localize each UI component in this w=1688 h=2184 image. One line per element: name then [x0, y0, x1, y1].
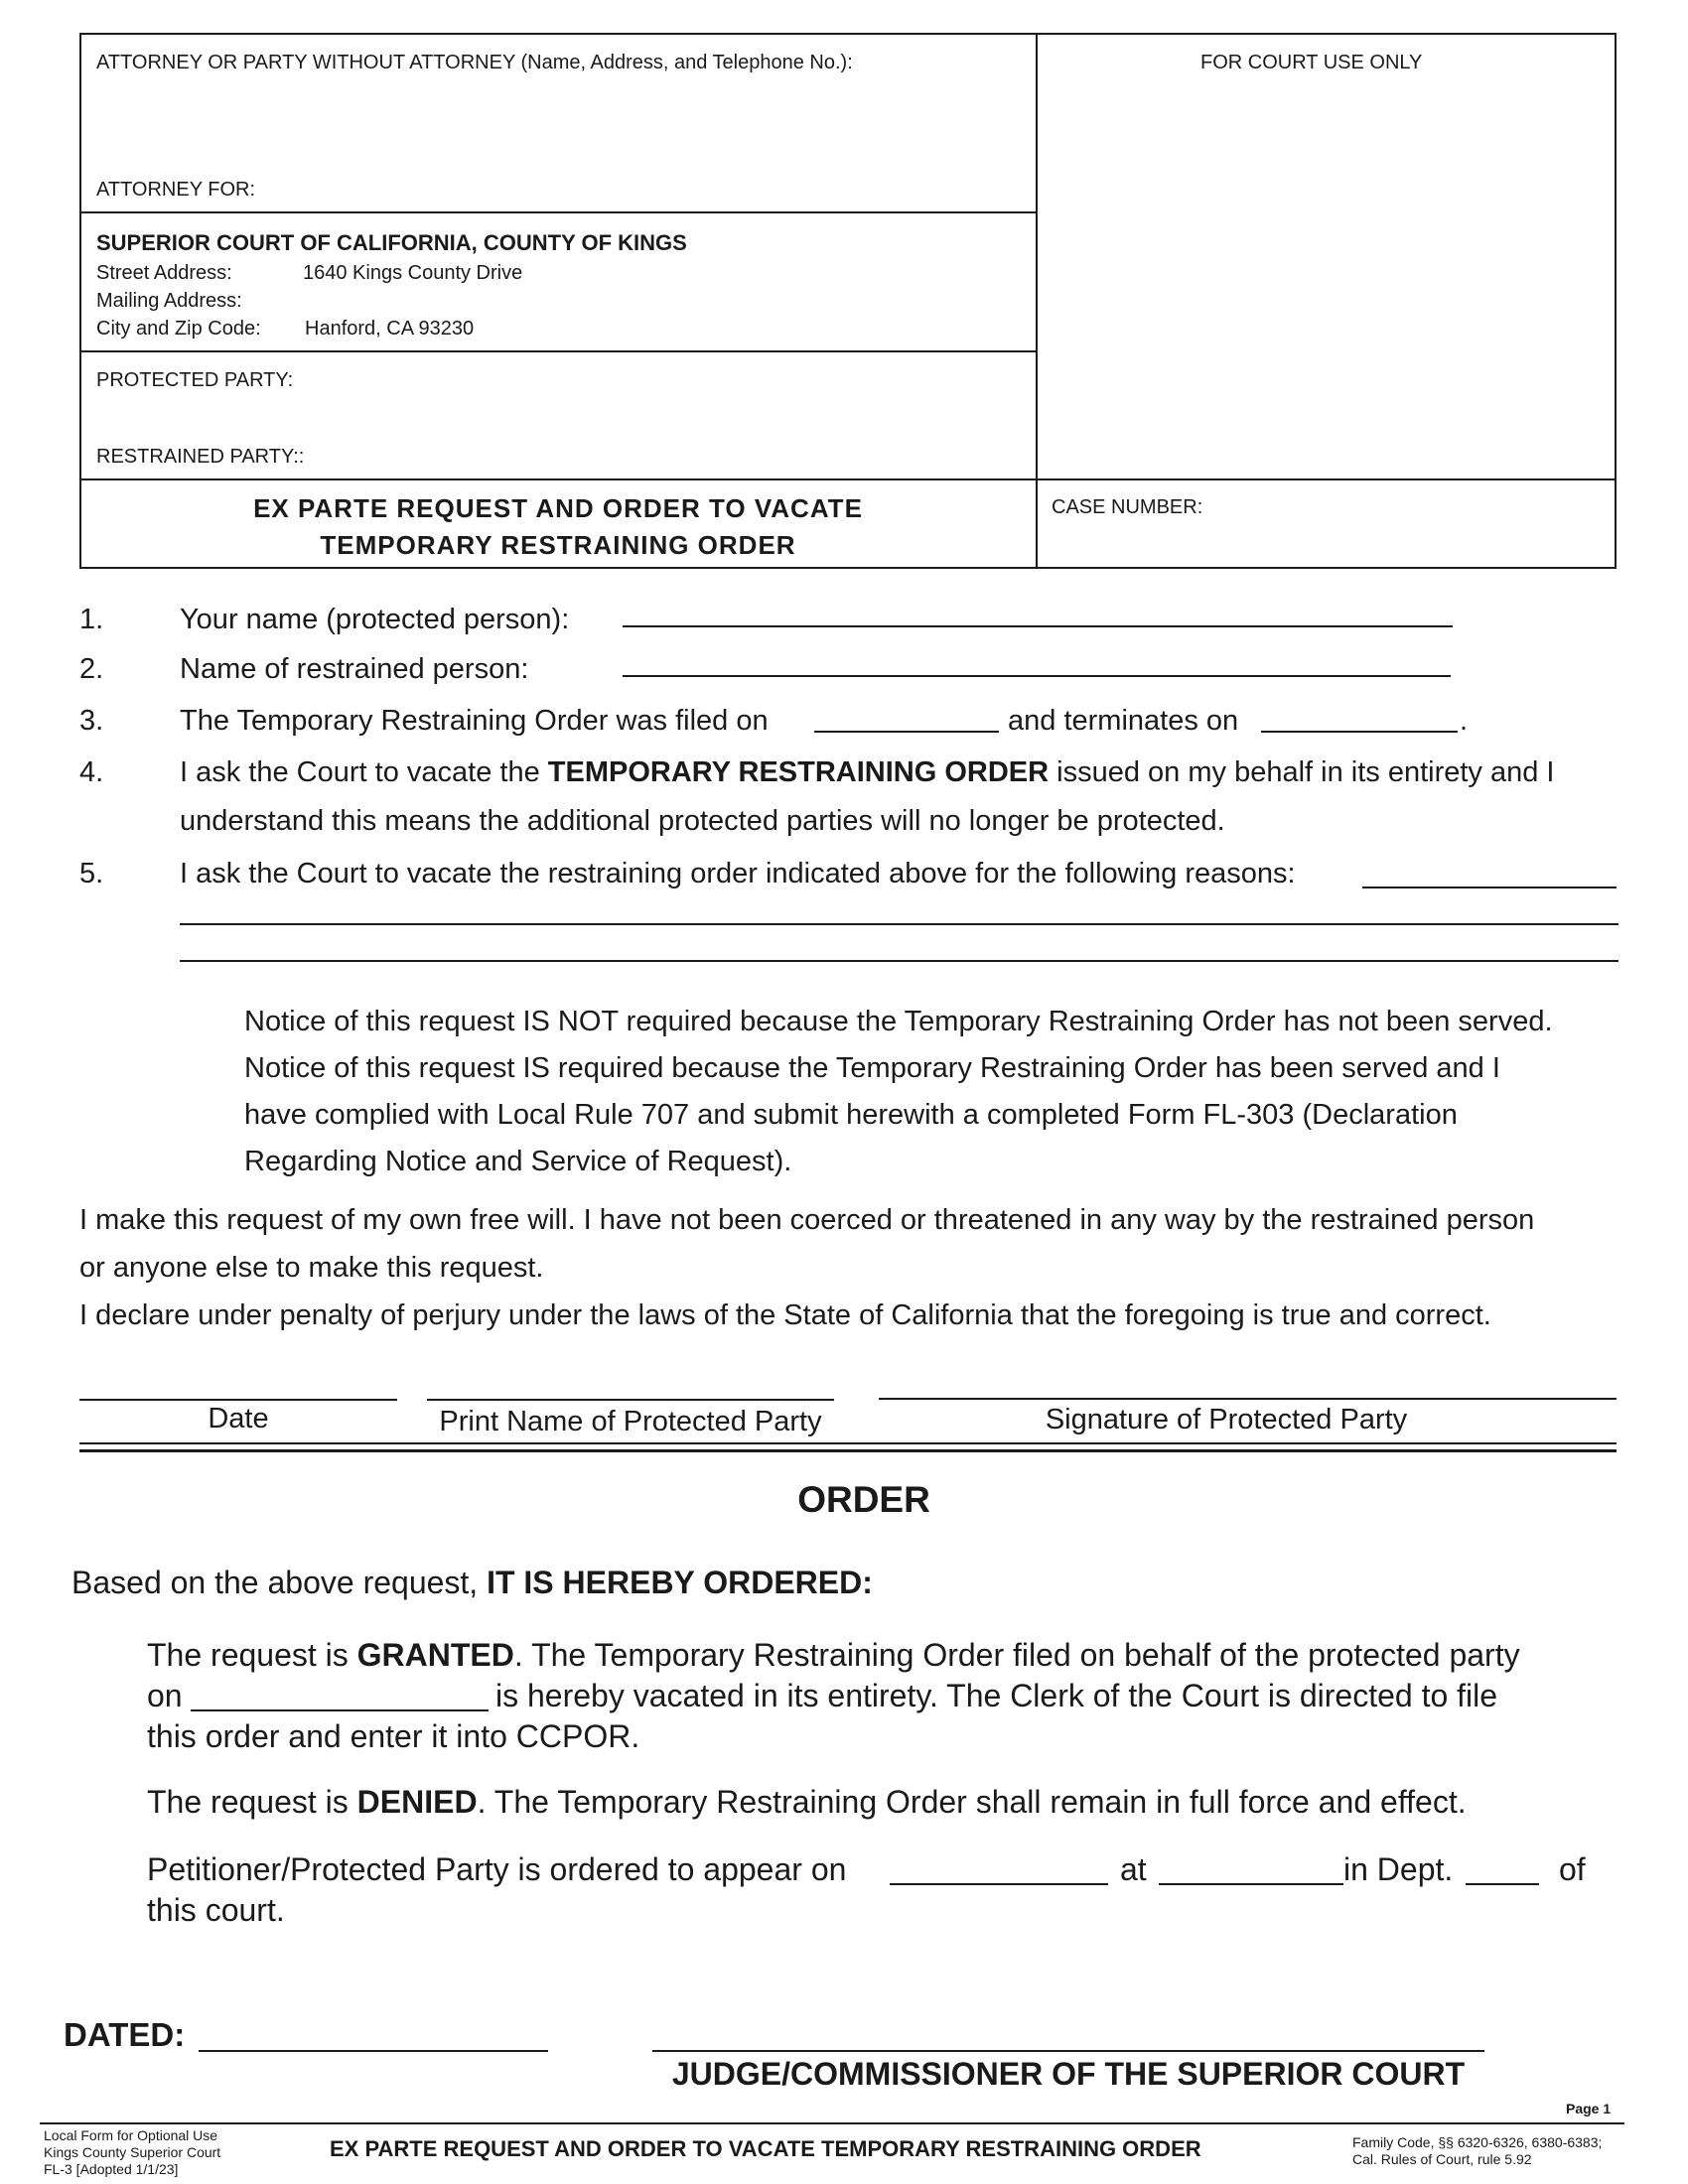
- notice-required-line2: have complied with Local Rule 707 and submit herewith a completed Form FL-303 (Declaration: [244, 1099, 1458, 1131]
- footer-rule: [40, 2122, 1624, 2124]
- reasons-field-1[interactable]: [1362, 887, 1617, 888]
- item-4-line1: [180, 756, 1554, 789]
- form-title-line2: TEMPORARY RESTRAINING ORDER: [320, 530, 796, 560]
- form-title-line1: EX PARTE REQUEST AND ORDER TO VACATE: [253, 493, 863, 523]
- reasons-field-2[interactable]: [180, 923, 1618, 925]
- footer-left-1: Local Form for Optional Use: [44, 2127, 218, 2143]
- street-label: Street Address:: [96, 262, 232, 284]
- denied-bold: DENIED: [356, 1784, 478, 1820]
- print-name-line[interactable]: [427, 1399, 834, 1401]
- vacate-date-field[interactable]: [191, 1709, 489, 1711]
- granted-text-a: The request is: [147, 1637, 357, 1673]
- item-4-number: 4.: [79, 756, 104, 788]
- signature-line[interactable]: [879, 1398, 1617, 1400]
- print-name-label: Print Name of Protected Party: [439, 1406, 822, 1437]
- item-2-number: 2.: [79, 653, 104, 685]
- footer-right-2: Cal. Rules of Court, rule 5.92: [1352, 2151, 1532, 2167]
- appear-time-field[interactable]: [1159, 1883, 1343, 1885]
- item-3-text-b: and terminates on: [1008, 705, 1239, 737]
- city-value: Hanford, CA 93230: [305, 318, 475, 340]
- appear-dept: in Dept.: [1343, 1851, 1454, 1887]
- footer-left-3: FL-3 [Adopted 1/1/23]: [44, 2161, 179, 2177]
- denied-line[interactable]: [147, 1784, 1467, 1821]
- notice-required-line3: Regarding Notice and Service of Request).: [244, 1146, 792, 1177]
- item-4-text-bold: TEMPORARY RESTRAINING ORDER: [547, 756, 1050, 788]
- order-intro: [71, 1565, 873, 1601]
- judge-label: JUDGE/COMMISSIONER OF THE SUPERIOR COURT: [671, 2056, 1466, 2092]
- appear-date-field[interactable]: [890, 1883, 1108, 1885]
- notice-not-required[interactable]: Notice of this request IS NOT required because the Temporary Restraining Order has not been served.: [244, 1006, 1553, 1037]
- mailing-label: Mailing Address:: [96, 290, 242, 312]
- date-line[interactable]: [79, 1399, 397, 1401]
- footer-title: EX PARTE REQUEST AND ORDER TO VACATE TEMPORARY RESTRAINING ORDER: [330, 2136, 1201, 2161]
- item-4-text-b: issued on my behalf in its entirety and I: [1049, 756, 1555, 788]
- declaration-line2: or anyone else to make this request.: [79, 1252, 544, 1284]
- granted-bold: GRANTED: [356, 1637, 514, 1673]
- granted-text-b: . The Temporary Restraining Order filed on behalf of the protected party: [513, 1637, 1520, 1673]
- caption-divider-3: [79, 478, 1617, 480]
- order-intro-a: Based on the above request,: [71, 1565, 488, 1600]
- order-heading: ORDER: [797, 1479, 930, 1520]
- denied-text-b: . The Temporary Restraining Order shall remain in full force and effect.: [477, 1784, 1467, 1820]
- declaration-line1: I make this request of my own free will. I have not been coerced or threatened in any way by the restrained person: [79, 1204, 1535, 1236]
- granted-on: on: [147, 1678, 183, 1713]
- appear-text-a[interactable]: Petitioner/Protected Party is ordered to appear on: [147, 1851, 847, 1887]
- judge-signature-line[interactable]: [652, 2050, 1484, 2052]
- item-4-text-a: I ask the Court to vacate the: [180, 756, 548, 788]
- item-5-text: I ask the Court to vacate the restraining order indicated above for the following reasons:: [180, 858, 1296, 889]
- double-rule-top: [79, 1442, 1617, 1444]
- item-3-text-a: The Temporary Restraining Order was filed on: [180, 705, 769, 737]
- street-value: 1640 Kings County Drive: [303, 262, 523, 284]
- court-use-label: FOR COURT USE ONLY: [1200, 52, 1423, 73]
- filed-date-field[interactable]: [814, 731, 999, 733]
- dated-field[interactable]: [199, 2050, 548, 2052]
- court-name: SUPERIOR COURT OF CALIFORNIA, COUNTY OF KINGS: [96, 230, 687, 255]
- double-rule-bottom: [79, 1449, 1617, 1452]
- granted-line1[interactable]: [147, 1637, 1520, 1674]
- appear-text-b: this court.: [147, 1892, 285, 1928]
- terminates-date-field[interactable]: [1261, 731, 1458, 733]
- attorney-for-label: ATTORNEY FOR:: [96, 179, 256, 201]
- restrained-party-label: RESTRAINED PARTY::: [96, 446, 305, 468]
- item-1-text: Your name (protected person):: [180, 604, 570, 635]
- item-4-line2: understand this means the additional protected parties will no longer be protected.: [180, 805, 1225, 837]
- restrained-name-field[interactable]: [623, 675, 1451, 677]
- attorney-label: ATTORNEY OR PARTY WITHOUT ATTORNEY (Name, Address, and Telephone No.):: [96, 52, 853, 73]
- notice-required-line1[interactable]: Notice of this request IS required because the Temporary Restraining Order has been served and I: [244, 1052, 1500, 1084]
- protected-party-label: PROTECTED PARTY:: [96, 369, 294, 391]
- item-3-text-c: .: [1460, 705, 1469, 737]
- item-1-number: 1.: [79, 604, 104, 635]
- caption-vertical-divider: [1036, 33, 1038, 569]
- granted-text-d: this order and enter it into CCPOR.: [147, 1718, 640, 1754]
- footer-left-2: Kings County Superior Court: [44, 2144, 221, 2160]
- appear-of: of: [1559, 1851, 1586, 1887]
- granted-text-c: is hereby vacated in its entirety. The Clerk of the Court is directed to file: [495, 1678, 1498, 1713]
- dated-label: DATED:: [64, 2016, 186, 2053]
- caption-divider-1: [79, 211, 1037, 213]
- item-2-text: Name of restrained person:: [180, 653, 529, 685]
- reasons-field-3[interactable]: [180, 960, 1618, 962]
- item-3-number: 3.: [79, 705, 104, 737]
- denied-text-a: The request is: [147, 1784, 357, 1820]
- caption-box: [79, 33, 1617, 569]
- item-5-number: 5.: [79, 858, 104, 889]
- date-label: Date: [208, 1403, 269, 1434]
- page-number: Page 1: [1566, 2101, 1612, 2116]
- signature-label: Signature of Protected Party: [1045, 1404, 1408, 1435]
- appear-dept-field[interactable]: [1466, 1883, 1539, 1885]
- caption-divider-2: [79, 350, 1037, 352]
- footer-right-1: Family Code, §§ 6320-6326, 6380-6383;: [1352, 2134, 1603, 2150]
- city-label: City and Zip Code:: [96, 318, 261, 340]
- order-intro-b: IT IS HEREBY ORDERED:: [487, 1565, 873, 1600]
- declaration-line3: I declare under penalty of perjury under the laws of the State of California that the foregoing is true and correct.: [79, 1299, 1491, 1331]
- case-number-label: CASE NUMBER:: [1052, 496, 1203, 518]
- protected-name-field[interactable]: [623, 625, 1453, 627]
- appear-at: at: [1120, 1851, 1147, 1887]
